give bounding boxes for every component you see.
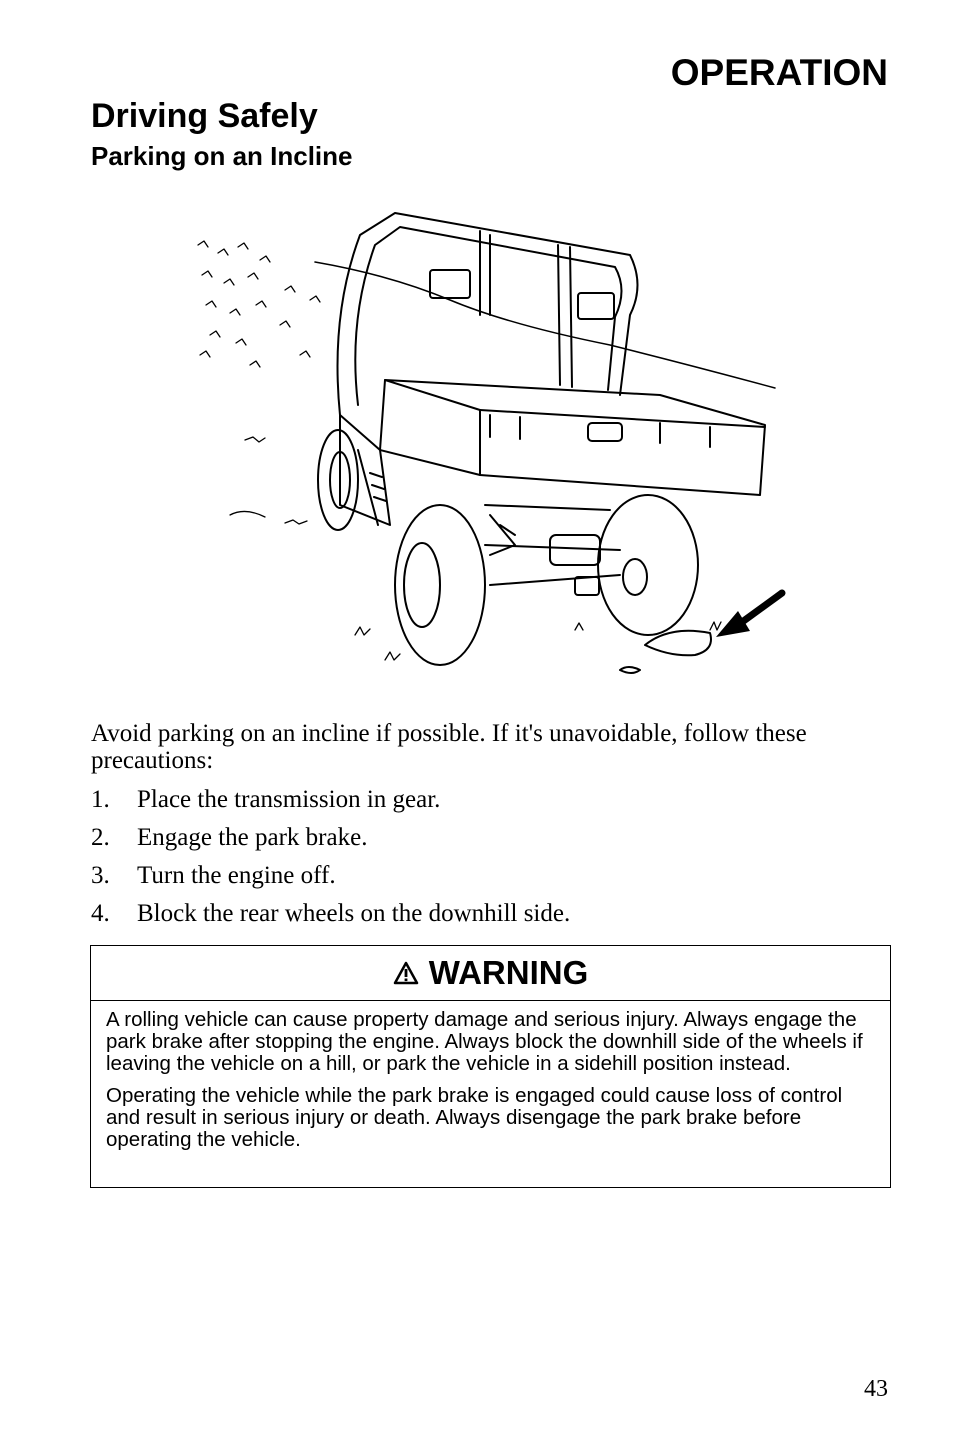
step-text: Place the transmission in gear.	[137, 786, 441, 813]
precaution-steps	[91, 784, 570, 936]
list-item	[91, 822, 570, 860]
arrow-icon	[716, 593, 782, 637]
step-text: Engage the park brake.	[137, 824, 368, 851]
step-text: Turn the engine off.	[137, 862, 336, 889]
step-number: 1.	[91, 786, 110, 813]
step-number: 4.	[91, 900, 110, 927]
step-text: Block the rear wheels on the downhill side.	[137, 900, 571, 927]
list-item	[91, 860, 570, 898]
intro-paragraph: Avoid parking on an incline if possible. If it's unavoidable, follow these precautions:	[91, 720, 807, 774]
warning-header	[91, 946, 890, 1001]
step-number: 2.	[91, 824, 110, 851]
warning-paragraph: Operating the vehicle while the park brake is engaged could cause loss of control and result in serious injury or death. Always disengage the park brake before operating the vehicle.	[106, 1084, 843, 1151]
warning-triangle-icon	[393, 961, 419, 985]
page-subtitle: Parking on an Incline	[91, 141, 353, 171]
warning-body	[91, 1001, 890, 1151]
section-header: OPERATION	[670, 52, 888, 93]
step-number: 3.	[91, 862, 110, 889]
warning-box	[90, 945, 891, 1188]
list-item	[91, 784, 570, 822]
warning-paragraph: A rolling vehicle can cause property damage and serious injury. Always engage the park brake after stopping the engine. Always block the downhill side of the wheels if leaving the vehicle on a hill, or park the vehicle in a sidehill position instead.	[106, 1008, 863, 1075]
warning-label: WARNING	[428, 954, 589, 991]
utility-vehicle-illustration	[190, 205, 790, 685]
list-item	[91, 898, 570, 936]
page-number: 43	[864, 1376, 888, 1402]
page-title: Driving Safely	[91, 97, 318, 135]
